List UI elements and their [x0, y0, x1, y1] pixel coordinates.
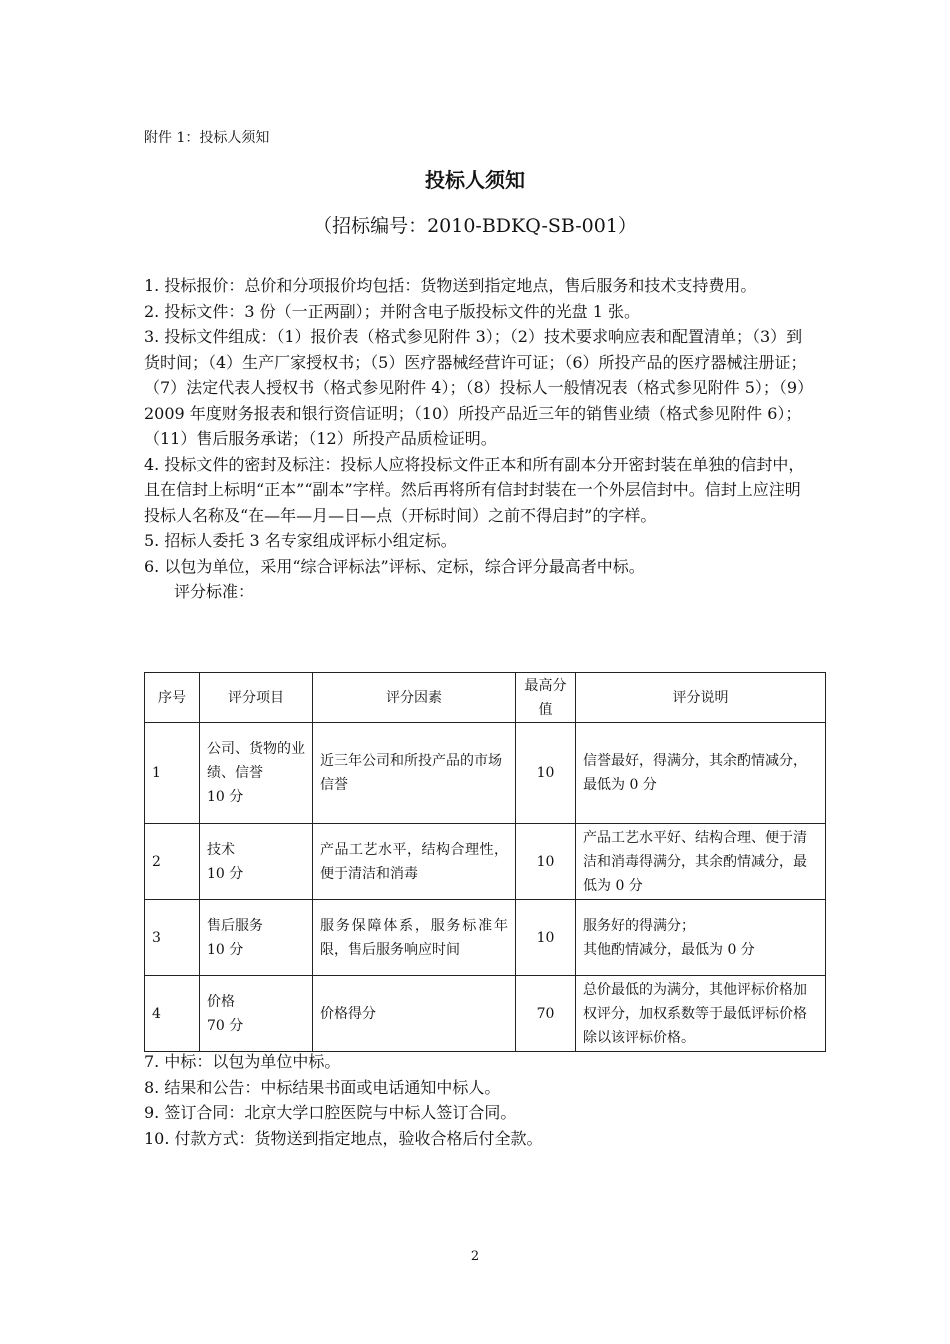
row-desc-line: 其他酌情减分，最低为 0 分	[583, 941, 755, 958]
attachment-label: 附件 1：投标人须知	[144, 130, 270, 146]
instructions-body	[144, 273, 810, 605]
row-no: 4	[145, 976, 200, 1052]
header-item: 评分项目	[200, 673, 313, 723]
row-desc: 产品工艺水平好、结构合理、便于清洁和消毒得满分，其余酌情减分，最低为 0 分	[576, 824, 826, 900]
row-item	[200, 723, 313, 824]
row-item	[200, 824, 313, 900]
row-item-name: 公司、货物的业绩、信誉	[207, 741, 305, 781]
row-desc: 信誉最好，得满分，其余酌情减分，最低为 0 分	[576, 723, 826, 824]
scoring-label: 评分标准：	[174, 582, 255, 601]
row-item-name: 价格	[207, 993, 235, 1010]
row-item	[200, 976, 313, 1052]
item-3: 3. 投标文件组成：（1）报价表（格式参见附件 3）；（2）技术要求响应表和配置清单；（3）到货时间；（4）生产厂家授权书；（5）医疗器械经营许可证；（6）所投产品的医疗器械注册证；（7）法定代表人授权书（格式参见附件 4）；（8）投标人一般情况表（格式参见附件 5）；（9）2009 年度财务报表和银行资信证明；（10）所投产品近三年的销售业绩（格式参见附件 6）；（11）售后服务承诺；（12）所投产品质检证明。	[144, 327, 807, 448]
table-row	[145, 976, 826, 1052]
row-no: 1	[145, 723, 200, 824]
item-7: 7. 中标：以包为单位中标。	[144, 1052, 341, 1071]
document-title: 投标人须知	[425, 168, 525, 192]
row-desc: 总价最低的为满分，其他评标价格加权评分，加权系数等于最低评标价格除以该评标价格。	[576, 976, 826, 1052]
item-10: 10. 付款方式：货物送到指定地点，验收合格后付全款。	[144, 1128, 543, 1148]
item-4: 4. 投标文件的密封及标注：投标人应将投标文件正本和所有副本分开密封装在单独的信封中，且在信封上标明“正本”“副本”字样。然后再将所有信封封装在一个外层信封中。信封上应注明投标人名称及“在—年—月—日—点（开标时间）之前不得启封”的字样。	[144, 454, 805, 525]
row-max: 70	[516, 976, 576, 1052]
scoring-table	[144, 672, 826, 1052]
row-item	[200, 900, 313, 976]
item-9: 9. 签订合同：北京大学口腔医院与中标人签订合同。	[144, 1103, 517, 1122]
item-6: 6. 以包为单位，采用“综合评标法”评标、定标，综合评分最高者中标。	[144, 556, 645, 576]
header-max: 最高分值	[516, 673, 576, 723]
page-number: 2	[470, 1249, 480, 1264]
row-factor: 服务保障体系，服务标准年限，售后服务响应时间	[313, 900, 516, 976]
item-2: 2. 投标文件：3 份（一正两副）；并附含电子版投标文件的光盘 1 张。	[144, 301, 640, 321]
row-item-points: 10 分	[207, 941, 244, 958]
item-5: 5. 招标人委托 3 名专家组成评标小组定标。	[144, 531, 457, 550]
item-8: 8. 结果和公告：中标结果书面或电话通知中标人。	[144, 1077, 501, 1097]
row-desc-line: 服务好的得满分；	[583, 917, 695, 934]
row-desc	[576, 900, 826, 976]
row-max: 10	[516, 900, 576, 976]
header-factor: 评分因素	[313, 673, 516, 723]
row-item-points: 10 分	[207, 789, 244, 805]
row-factor: 价格得分	[313, 976, 516, 1052]
row-max: 10	[516, 824, 576, 900]
header-no: 序号	[145, 673, 200, 723]
row-item-name: 技术	[207, 841, 235, 858]
header-desc: 评分说明	[576, 673, 826, 723]
tender-code: （招标编号：2010-BDKQ-SB-001）	[313, 215, 637, 237]
table-header-row	[145, 673, 826, 723]
row-item-name: 售后服务	[207, 917, 263, 934]
closing-items	[144, 1049, 810, 1151]
item-1: 1. 投标报价：总价和分项报价均包括：货物送到指定地点，售后服务和技术支持费用。	[144, 276, 757, 295]
table-row	[145, 824, 826, 900]
row-no: 3	[145, 900, 200, 976]
row-max: 10	[516, 723, 576, 824]
row-factor: 近三年公司和所投产品的市场信誉	[313, 723, 516, 824]
row-item-points: 70 分	[207, 1017, 244, 1034]
row-factor: 产品工艺水平，结构合理性，便于清洁和消毒	[313, 824, 516, 900]
row-item-points: 10 分	[207, 865, 244, 882]
row-no: 2	[145, 824, 200, 900]
table-row	[145, 723, 826, 824]
table-row	[145, 900, 826, 976]
